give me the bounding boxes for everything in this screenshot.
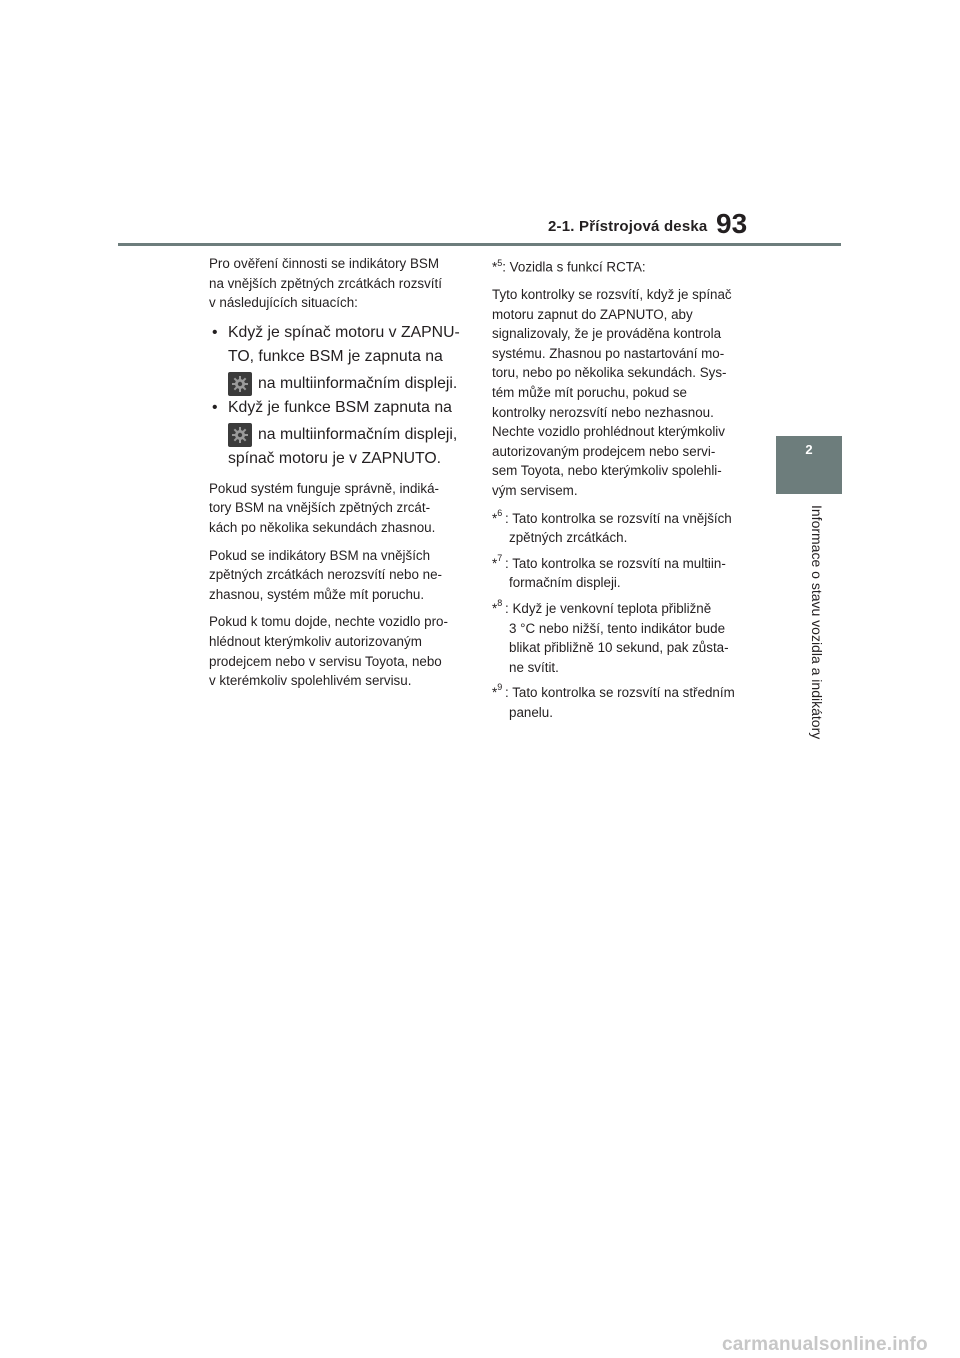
footnote-8: *$^8$ : Když je venkovní teplota přibližně 3 °C nebo nižší, tento indikátor bude blikat přibližně 10 sekund, pak zůsta- ne svítit. (492, 597, 729, 675)
footnote-5: *$^5$: Vozidla s funkcí RCTA: (492, 258, 646, 275)
intro-paragraph: Pro ověření činnosti se indikátory BSM na vnějších zpětných zrcátkách rozsvítí v následujících situacích: (209, 256, 442, 311)
section-title: 2-1. Přístrojová deska (548, 218, 708, 235)
paragraph-indicator-check: Tyto kontrolky se rozsvítí, když je spínač motoru zapnut do ZAPNUTO, aby signalizovaly, že je prováděna kontrola systému. Zhasnou po nastartování mo- toru, nebo po několika sekundách. Sys- tém může mít poruchu, pokud se kontrolky nerozsvítí nebo nezhasnou. Nechte vozidlo prohlédnout kterýmkoliv autorizovaným prodejcem nebo servi- sem Toyota, nebo kterýmkoliv spolehli- vým servisem. (492, 287, 732, 498)
chapter-tab (776, 436, 842, 494)
footnote-9: *$^9$ : Tato kontrolka se rozsvítí na středním panelu. (492, 682, 735, 720)
footnote-7: *$^7$ : Tato kontrolka se rozsvítí na multiin- formačním displeji. (492, 552, 726, 591)
bullet-item-1: • Když je spínač motoru v ZAPNU- TO, funkce BSM je zapnuta na na multiinformačním displeji. (209, 321, 471, 396)
bullet-item-2: • Když je funkce BSM zapnuta na na multiinformačním displeji, spínač motoru je v ZAPNUTO. (212, 398, 458, 467)
paragraph-malfunction: Pokud se indikátory BSM na vnějších zpětných zrcátkách nerozsvítí nebo ne- zhasnou, systém může mít poruchu. (209, 547, 442, 602)
chapter-title: Informace o stavu vozidla a indikátory (809, 505, 825, 740)
gear-icon (228, 372, 252, 396)
chapter-number: 2 (805, 442, 813, 457)
right-column (492, 254, 756, 729)
gear-icon (228, 423, 252, 447)
paragraph-normal-function: Pokud systém funguje správně, indiká- tory BSM na vnějších zpětných zrcát- kách po několika sekundách zhasnou. (209, 480, 439, 535)
left-column (209, 254, 471, 699)
header-divider (118, 243, 841, 246)
paragraph-service: Pokud k tomu dojde, nechte vozidlo pro- hlédnout kterýmkoliv autorizovaným prodejcem nebo v servisu Toyota, nebo v kterémkoliv spolehlivém servisu. (209, 614, 448, 689)
watermark: carmanualsonline.info (722, 1334, 928, 1355)
page-number: 93 (716, 208, 748, 239)
footnote-6: *$^6$ : Tato kontrolka se rozsvítí na vnějších zpětných zrcátkách. (492, 507, 732, 546)
